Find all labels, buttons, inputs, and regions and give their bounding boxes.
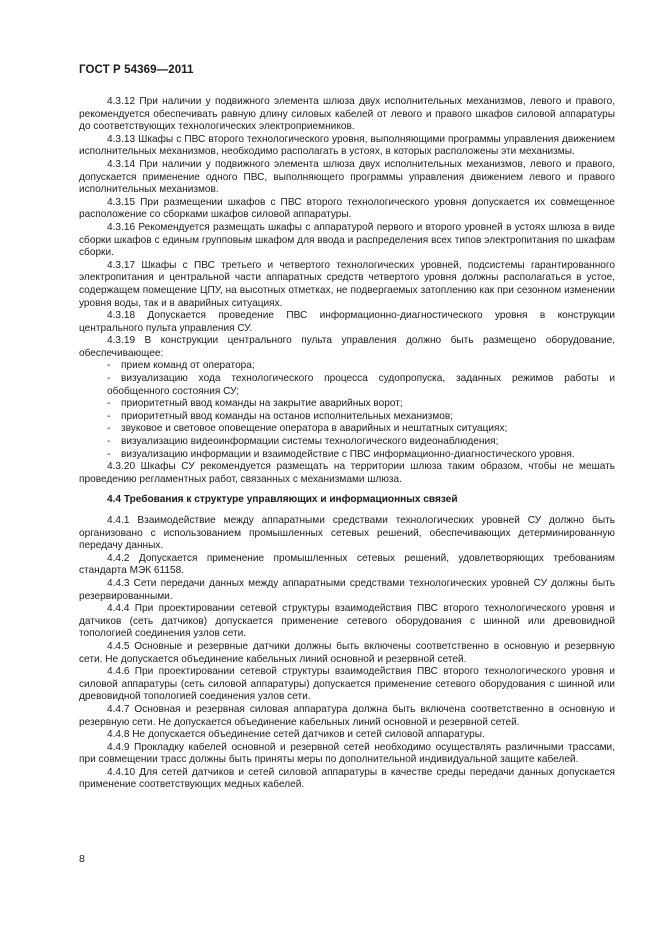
dash-marker: - [107,360,111,372]
dash-marker: - [107,398,111,410]
clause-4-3-20: 4.3.20 Шкафы СУ рекомендуется размещать на территории шлюза таким образом, чтобы не мешать проведению регламентных работ, связанных с механизмами шлюза. [79,461,615,485]
clause-4-4-7: 4.4.7 Основная и резервная силовая аппаратура должна быть включена соответственно в основную и резервную сети. Не допускается объединение кабельных линий основной и резервной сетей. [79,703,615,728]
list-item [79,436,615,449]
list-item-text: визуализацию видеоинформации системы технологического видеонаблюдения; [121,436,499,448]
document-body [79,96,615,792]
clause-4-4-4: 4.4.4 При проектировании сетевой структуры взаимодействия ПВС второго технологического уровня и датчиков (сеть датчиков) допускается применение сетевого оборудования с шинной или древовидной топологией соединения узлов сети. [79,603,615,640]
clause-4-4-1: 4.4.1 Взаимодействие между аппаратными средствами технологических уровней СУ должно быть организовано с использованием промышленных сетевых решений, обеспечивающих детерминированную передачу данных. [79,515,615,552]
dash-marker: - [107,448,111,460]
list-item [79,411,615,424]
clause-4-3-13: 4.3.13 Шкафы с ПВС второго технологического уровня, выполняющими программы управления движением исполнительных механизмов, необходимо располагать в устоях, в которых расположены эти механизмы. [79,133,615,158]
dash-marker: - [107,423,111,435]
clause-4-3-16: 4.3.16 Рекомендуется размещать шкафы с аппаратурой первого и второго уровней в устоях шлюза в виде сборки шкафов с единым групповым шкафом для ввода и распределения всех типов электропитания по шкафам сборки. [79,221,615,259]
list-item-text: приоритетный ввод команды на останов исполнительных механизмов; [121,410,454,422]
list-item [79,360,615,373]
page-number: 8 [79,853,85,865]
list-item-text: прием команд от оператора; [121,360,255,372]
list-item [79,423,615,436]
dash-marker: - [107,373,111,385]
clause-4-3-19: 4.3.19 В конструкции центрального пульта управления должно быть размещено оборудование, обеспечивающее: [79,335,615,359]
clause-4-4-2: 4.4.2 Допускается применение промышленных сетевых решений, удовлетворяющих требованиям стандарта МЭК 61158. [79,552,615,577]
section-heading-4-4: 4.4 Требования к структуре управляющих и информационных связей [107,494,458,506]
dash-marker: - [107,436,111,448]
clause-4-4-8: 4.4.8 Не допускается объединение сетей датчиков и сетей силовой аппаратуры. [107,729,485,741]
list-item-text: приоритетный ввод команды на закрытие аварийных ворот; [121,398,403,410]
list-item [79,449,615,462]
standard-header: ГОСТ Р 54369—2011 [79,64,194,76]
clause-4-3-14: 4.3.14 При наличии у подвижного элемента шлюза двух исполнительных механизмов, левого и правого, допускается применение одного ПВС, выполняющего программы управления движением левого и правого исполнительных механизмов. [79,158,615,196]
list-item [79,398,615,411]
clause-4-3-12: 4.3.12 При наличии у подвижного элемента шлюза двух исполнительных механизмов, левого и правого, рекомендуется обеспечивать равную длину силовых кабелей от левого и правого шкафов силовой аппаратуры до соответствующих технологических электроприемников. [79,96,615,133]
clause-4-4-9: 4.4.9 Прокладку кабелей основной и резервной сетей необходимо осуществлять различными трассами, при совмещении трасс должны быть приняты меры по дополнительной индивидуальной защите кабелей. [79,741,615,766]
clause-4-4-10: 4.4.10 Для сетей датчиков и сетей силовой аппаратуры в качестве среды передачи данных допускается применение соответствующих медных кабелей. [79,766,615,791]
clause-4-4-5: 4.4.5 Основные и резервные датчики должны быть включены соответственно в основную и резервную сети. Не допускается объединение кабельных линий основной и резервной сетей. [79,640,615,665]
clause-4-3-17: 4.3.17 Шкафы с ПВС третьего и четвертого технологических уровней, подсистемы гарантированного электропитания и центральной части аппаратных средств четвертого уровня должны располагаться в устое, содержащем помещение ЦПУ, на высотных отметках, не подвергаемых затоплению как при сезонном изменении уровня воды, так и в аварийных ситуациях. [79,259,615,309]
clause-4-3-15: 4.3.15 При размещении шкафов с ПВС второго технологического уровня допускается их совмещенное расположение со сборками шкафов силовой аппаратуры. [79,196,615,221]
dash-marker: - [107,410,111,422]
list-item-text: звуковое и световое оповещение оператора в аварийных и нештатных ситуациях; [121,423,508,435]
clause-4-3-18: 4.3.18 Допускается проведение ПВС информационно-диагностического уровня в конструкции центрального пульта управления СУ. [79,310,615,334]
clause-4-4-3: 4.4.3 Сети передачи данных между аппаратными средствами технологических уровней СУ должны быть резервированными. [79,577,615,602]
clause-4-4-6: 4.4.6 При проектировании сетевой структуры взаимодействия ПВС второго технологического уровня и силовой аппаратуры (сеть силовой аппаратуры) допускается применение сетевого оборудования с шинной или древовидной топологией соединения узлов сети. [79,666,615,703]
list-item-text: визуализацию хода технологического процесса судопропуска, заданных режимов работы и обобщенного состояния СУ; [107,373,615,397]
list-item [79,373,615,398]
list-item-text: визуализацию информации и взаимодействие с ПВС информационно-диагностического уровня. [121,448,575,460]
